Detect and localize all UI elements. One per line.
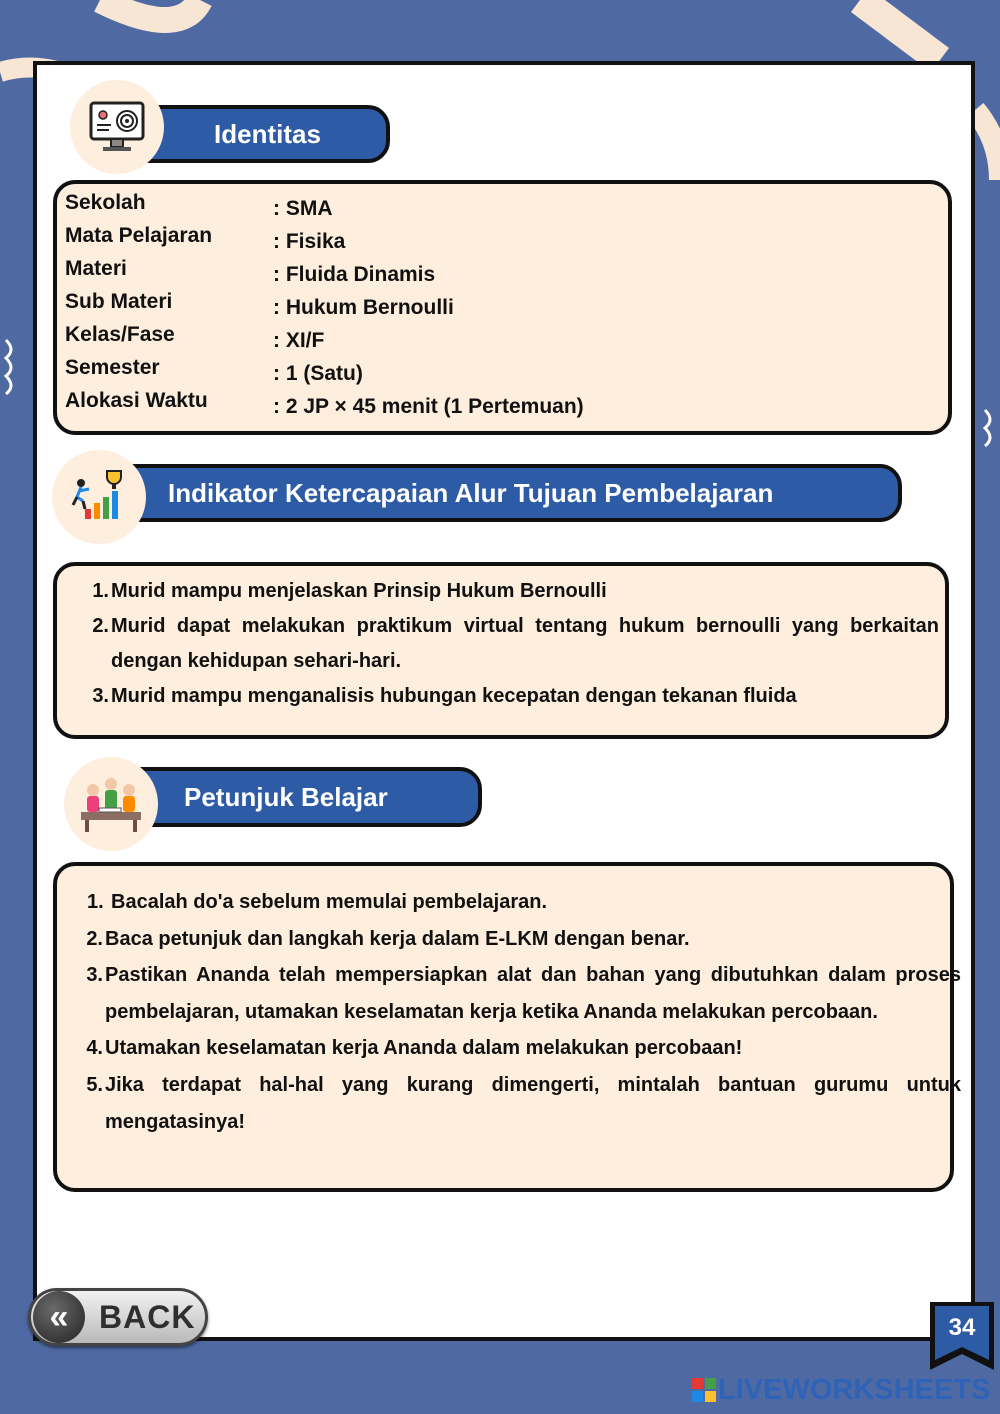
page-number: 34 bbox=[948, 1314, 976, 1341]
instructions-list bbox=[86, 884, 961, 1140]
instructions-title-pill bbox=[136, 767, 482, 827]
indicators-title: Indikator Ketercapaian Alur Tujuan Pembelajaran bbox=[168, 477, 774, 508]
back-button[interactable] bbox=[28, 1288, 208, 1346]
identity-value: : 1 (Satu) bbox=[273, 362, 363, 385]
identity-row bbox=[65, 389, 945, 419]
identity-label: Sekolah bbox=[65, 191, 146, 214]
identity-label: Sub Materi bbox=[65, 290, 173, 313]
list-number: 1. bbox=[92, 580, 109, 602]
list-text: Murid mampu menjelaskan Prinsip Hukum Bernoulli bbox=[111, 580, 607, 602]
identity-row bbox=[65, 323, 945, 353]
identity-label: Alokasi Waktu bbox=[65, 389, 208, 412]
indicators-list bbox=[92, 574, 939, 714]
list-text: Bacalah do'a sebelum memulai pembelajaran. bbox=[111, 891, 548, 913]
list-text: Pastikan Ananda telah mempersiapkan alat dan bahan yang dibutuhkan dalam proses pembelajaran, utamakan keselamatan kerja ketika Ananda melakukan percobaan. bbox=[105, 964, 961, 1023]
list-text: Baca petunjuk dan langkah kerja dalam E-LKM dengan benar. bbox=[105, 927, 690, 950]
identity-box bbox=[53, 180, 952, 435]
list-text: Utamakan keselamatan kerja Ananda dalam melakukan percobaan! bbox=[105, 1037, 743, 1060]
identity-value: : Fisika bbox=[273, 230, 346, 253]
identity-row bbox=[65, 191, 945, 221]
identity-value: : SMA bbox=[273, 197, 333, 220]
list-item bbox=[86, 957, 961, 1030]
identity-row bbox=[65, 224, 945, 254]
identity-row bbox=[65, 290, 945, 320]
list-item bbox=[86, 1067, 961, 1140]
brand-text: LIVEWORKSHEETS bbox=[718, 1373, 991, 1406]
identity-title: Identitas bbox=[214, 118, 321, 149]
identity-value: : XI/F bbox=[273, 329, 325, 352]
identity-value: : Hukum Bernoulli bbox=[273, 296, 454, 319]
identity-label: Semester bbox=[65, 356, 160, 379]
list-item bbox=[86, 1030, 961, 1067]
instructions-header bbox=[64, 757, 484, 852]
identity-row bbox=[65, 356, 945, 386]
list-item bbox=[92, 609, 939, 679]
liveworksheets-logo-icon bbox=[692, 1378, 716, 1402]
list-item bbox=[92, 679, 939, 714]
list-number: 2. bbox=[86, 927, 103, 950]
identity-title-pill bbox=[140, 105, 390, 163]
identity-header bbox=[70, 80, 390, 175]
identity-value: : Fluida Dinamis bbox=[273, 263, 436, 286]
indicators-box bbox=[53, 562, 949, 739]
identity-label: Mata Pelajaran bbox=[65, 224, 213, 247]
list-item bbox=[92, 574, 939, 609]
identity-label: Kelas/Fase bbox=[65, 323, 175, 346]
page-number-badge bbox=[928, 1300, 996, 1372]
back-button-label: BACK bbox=[99, 1298, 196, 1335]
indicators-icon-circle bbox=[52, 450, 146, 544]
identity-value: : 2 JP × 45 menit (1 Pertemuan) bbox=[273, 395, 584, 418]
identity-row bbox=[65, 257, 945, 287]
double-chevron-left-icon: « bbox=[33, 1291, 85, 1343]
list-number: 2. bbox=[92, 615, 109, 637]
list-number: 4. bbox=[86, 1037, 103, 1060]
identity-label: Materi bbox=[65, 257, 127, 280]
list-text: Murid dapat melakukan praktikum virtual tentang hukum bernoulli yang berkaitan dengan kehidupan sehari-hari. bbox=[111, 615, 939, 672]
instructions-title: Petunjuk Belajar bbox=[184, 781, 388, 812]
list-number: 3. bbox=[92, 685, 109, 707]
achievement-trophy-icon bbox=[67, 465, 131, 529]
liveworksheets-logo bbox=[692, 1373, 990, 1407]
students-studying-icon bbox=[75, 772, 147, 836]
list-text: Jika terdapat hal-hal yang kurang dimengerti, mintalah bantuan gurumu untuk mengatasinya! bbox=[105, 1073, 961, 1133]
indicators-header bbox=[52, 450, 902, 545]
list-number: 5. bbox=[86, 1073, 103, 1096]
computer-fingerprint-icon bbox=[85, 95, 149, 159]
indicators-title-pill bbox=[122, 464, 902, 522]
list-number: 3. bbox=[86, 964, 103, 987]
identity-icon-circle bbox=[70, 80, 164, 174]
list-item bbox=[86, 921, 961, 958]
instructions-icon-circle bbox=[64, 757, 158, 851]
list-number: 1. bbox=[87, 891, 104, 913]
list-item bbox=[87, 884, 961, 921]
instructions-box bbox=[53, 862, 961, 1192]
list-text: Murid mampu menganalisis hubungan kecepatan dengan tekanan fluida bbox=[111, 685, 797, 707]
